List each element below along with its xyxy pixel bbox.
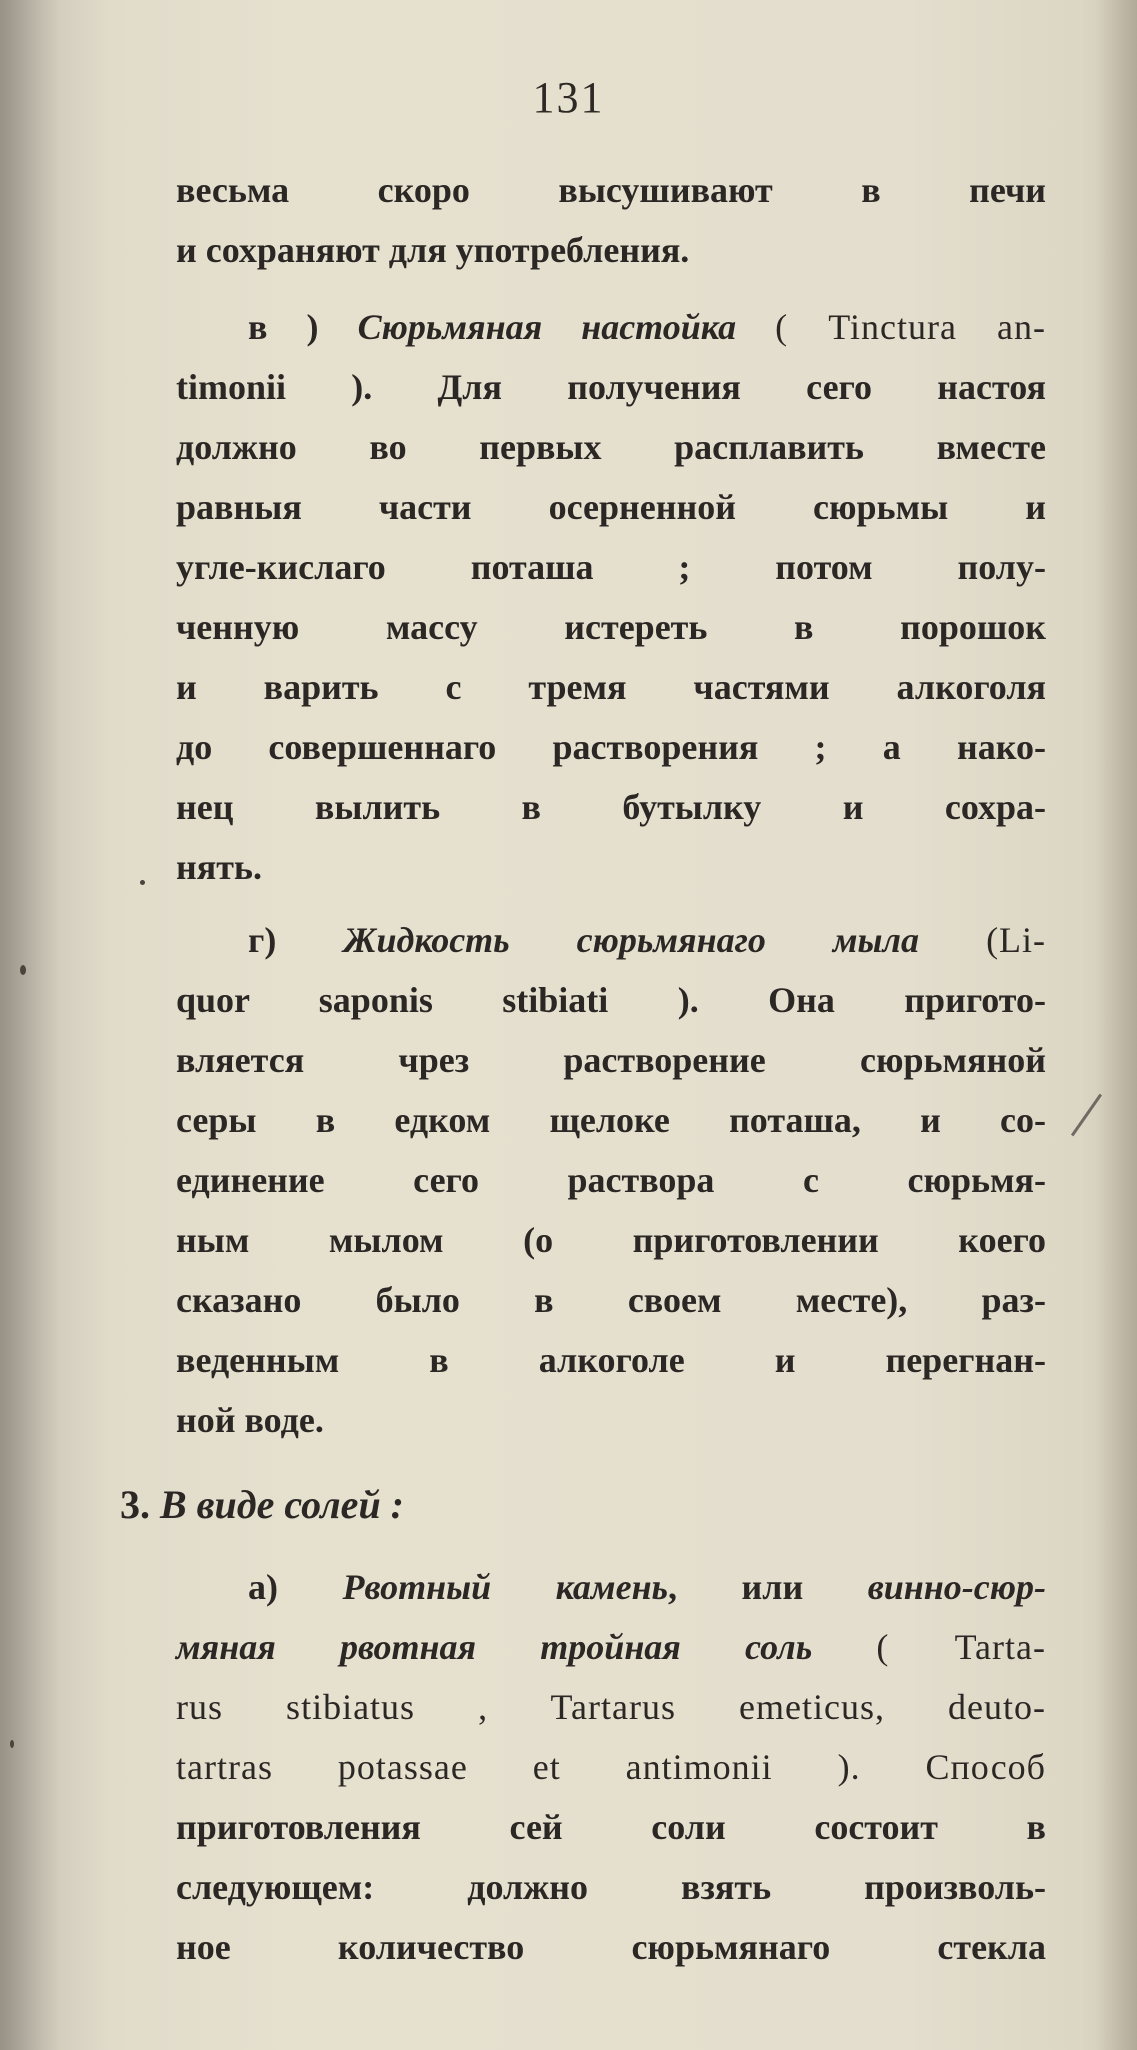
- latin-term: ( Tinctura an-: [775, 307, 1046, 347]
- intro-paragraph: [176, 160, 1046, 280]
- text-line: rus stibiatus , Tartarus emeticus, deuto-: [176, 1687, 1046, 1727]
- text-line: ченную массу истереть в порошок: [176, 607, 1046, 647]
- text-line: нять.: [176, 847, 262, 887]
- section-3-heading: [120, 1475, 404, 1535]
- section-title: В виде солей :: [160, 1482, 405, 1527]
- section-number: 3.: [120, 1482, 150, 1527]
- text-line: tartras potassae et antimonii ). Способ: [176, 1747, 1046, 1787]
- page-number: 131: [532, 73, 605, 122]
- text-line: должно во первых расплавить вместе: [176, 427, 1046, 467]
- latin-term: (Li-: [986, 920, 1047, 960]
- text-line: сказано было в своем месте), раз-: [176, 1280, 1046, 1320]
- section-title: Рвотный камень: [342, 1567, 669, 1607]
- section-marker: а): [248, 1567, 278, 1607]
- text-line: нец вылить в бутылку и сохра-: [176, 787, 1046, 827]
- section-title: Сюрьмяная настойка: [357, 307, 737, 347]
- ink-speck: [140, 880, 145, 885]
- text-line: серы в едком щелоке поташа, и со-: [176, 1100, 1046, 1140]
- text-line: timonii ). Для получения сего настоя: [176, 367, 1046, 407]
- text-line: ным мылом (о приготовлении коего: [176, 1220, 1046, 1260]
- text-line: вляется чрез растворение сюрьмяной: [176, 1040, 1046, 1080]
- section-alt-title-cont: мяная рвотная тройная соль: [176, 1627, 813, 1667]
- text-line: единение сего раствора с сюрьмя-: [176, 1160, 1046, 1200]
- ink-speck: [10, 1740, 14, 1748]
- text-line: и варить с тремя частями алкоголя: [176, 667, 1046, 707]
- section-g-paragraph: [176, 910, 1046, 1450]
- section-a-second-line: [176, 1617, 1046, 1677]
- section-g-heading-line: [176, 910, 1046, 970]
- ink-speck: [20, 965, 26, 975]
- text-line: и сохраняют для употребления.: [176, 230, 690, 270]
- joiner-text: , или: [668, 1567, 804, 1607]
- section-alt-title: винно-сюр-: [867, 1567, 1047, 1607]
- gutter-shadow: [0, 0, 60, 2050]
- text-line: ной воде.: [176, 1400, 324, 1440]
- text-line: приготовления сей соли состоит в: [176, 1807, 1046, 1847]
- section-a-heading-line: [176, 1557, 1046, 1617]
- text-line: до совершеннаго растворения ; а нако-: [176, 727, 1046, 767]
- text-line: ное количество сюрьмянаго стекла: [176, 1927, 1046, 1967]
- text-line: равныя части осерненной сюрьмы и: [176, 487, 1046, 527]
- text-line: следующем: должно взять произволь-: [176, 1867, 1046, 1907]
- latin-term: ( Tarta-: [876, 1627, 1046, 1667]
- section-marker: в ): [248, 307, 319, 347]
- text-line: веденным в алкоголе и перегнан-: [176, 1340, 1046, 1380]
- section-a-paragraph: [176, 1557, 1046, 1977]
- section-v-heading-line: [176, 297, 1046, 357]
- section-title: Жидкость сюрьмянаго мыла: [343, 920, 920, 960]
- page-edge-shadow: [1097, 0, 1137, 2050]
- text-line: весьма скоро высушивают в печи: [176, 170, 1046, 210]
- section-marker: г): [248, 920, 277, 960]
- section-v-paragraph: [176, 297, 1046, 897]
- text-line: угле-кислаго поташа ; потом полу-: [176, 547, 1046, 587]
- text-line: quor saponis stibiati ). Она пригото-: [176, 980, 1046, 1020]
